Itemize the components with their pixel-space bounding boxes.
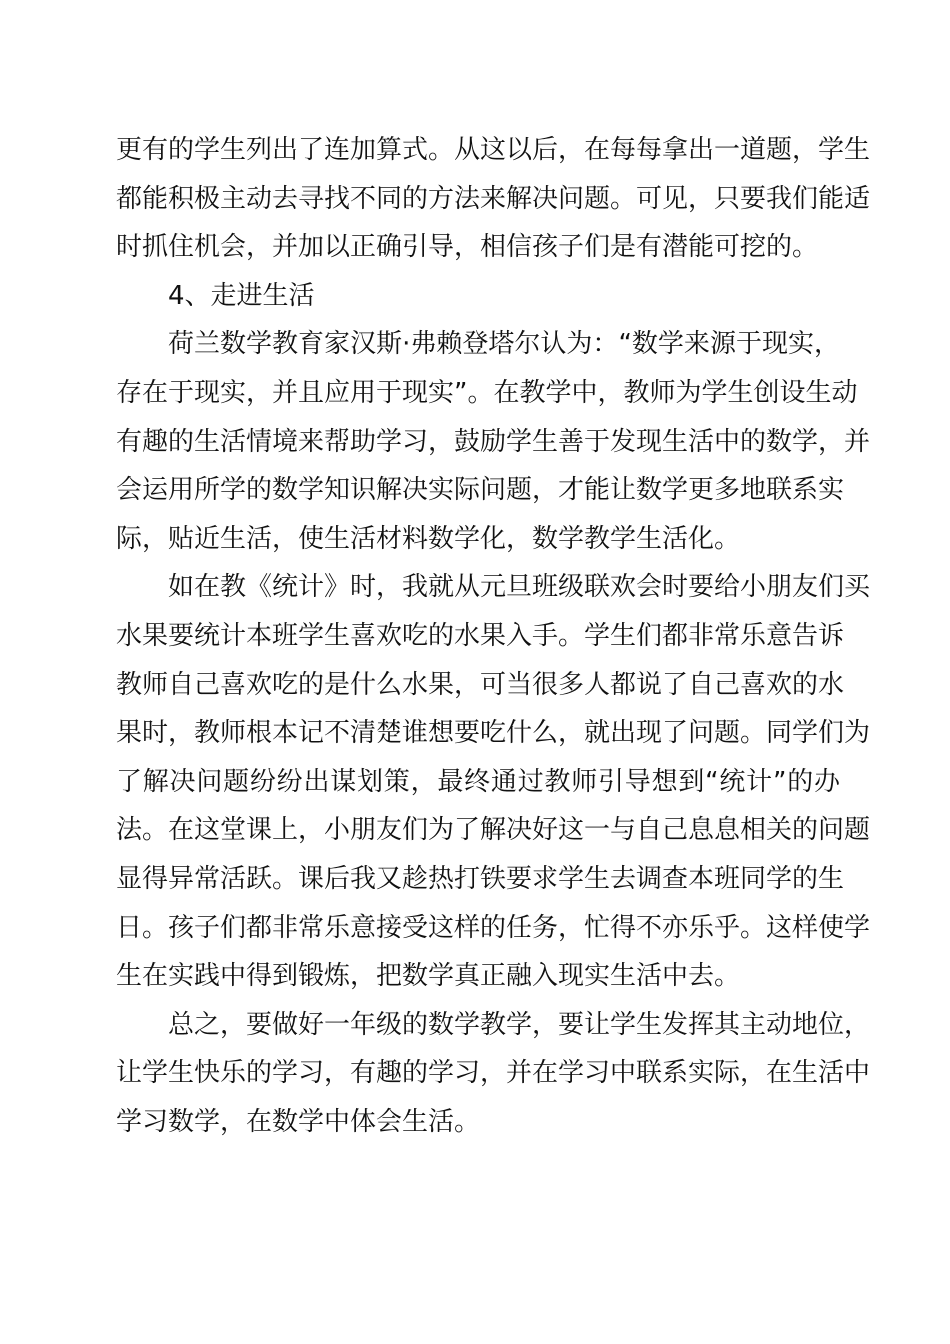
section-heading: 4、走进生活 — [168, 280, 315, 311]
text-line: 都能积极主动去寻找不同的方法来解决问题。可见，只要我们能适 — [116, 183, 871, 214]
text-line: 让学生快乐的学习，有趣的学习，并在学习中联系实际，在生活中 — [116, 1058, 871, 1089]
text-line: 生在实践中得到锻炼，把数学真正融入现实生活中去。 — [116, 961, 741, 992]
text-line: 如在教《统计》时，我就从元旦班级联欢会时要给小朋友们买 — [168, 572, 871, 603]
text-line: 总之，要做好一年级的数学教学，要让学生发挥其主动地位， — [168, 1009, 871, 1040]
text-line: 果时，教师根本记不清楚谁想要吃什么，就出现了问题。同学们为 — [116, 718, 871, 749]
text-line: 时抓住机会，并加以正确引导，相信孩子们是有潜能可挖的。 — [116, 232, 819, 263]
text-line: 显得异常活跃。课后我又趁热打铁要求学生去调查本班同学的生 — [116, 863, 845, 894]
text-line: 日。孩子们都非常乐意接受这样的任务，忙得不亦乐乎。这样使学 — [116, 912, 871, 943]
text-line: 更有的学生列出了连加算式。从这以后，在每每拿出一道题，学生 — [116, 135, 871, 165]
text-line: 教师自己喜欢吃的是什么水果，可当很多人都说了自己喜欢的水 — [116, 669, 845, 700]
text-line: 际，贴近生活，使生活材料数学化，数学教学生活化。 — [116, 523, 741, 554]
text-line: 学习数学，在数学中体会生活。 — [116, 1106, 481, 1137]
text-line: 有趣的生活情境来帮助学习，鼓励学生善于发现生活中的数学，并 — [116, 426, 871, 457]
text-line: 存在于现实，并且应用于现实”。在教学中，教师为学生创设生动 — [116, 377, 858, 408]
text-line: 水果要统计本班学生喜欢吃的水果入手。学生们都非常乐意告诉 — [116, 620, 845, 651]
text-line: 法。在这堂课上，小朋友们为了解决好这一与自己息息相关的问题 — [116, 815, 871, 846]
document-body — [116, 126, 871, 1146]
text-line: 荷兰数学教育家汉斯·弗赖登塔尔认为：“数学来源于现实， — [168, 329, 840, 360]
text-line: 会运用所学的数学知识解决实际问题，才能让数学更多地联系实 — [116, 475, 845, 506]
text-line: 了解决问题纷纷出谋划策，最终通过教师引导想到“统计”的办 — [116, 766, 840, 797]
